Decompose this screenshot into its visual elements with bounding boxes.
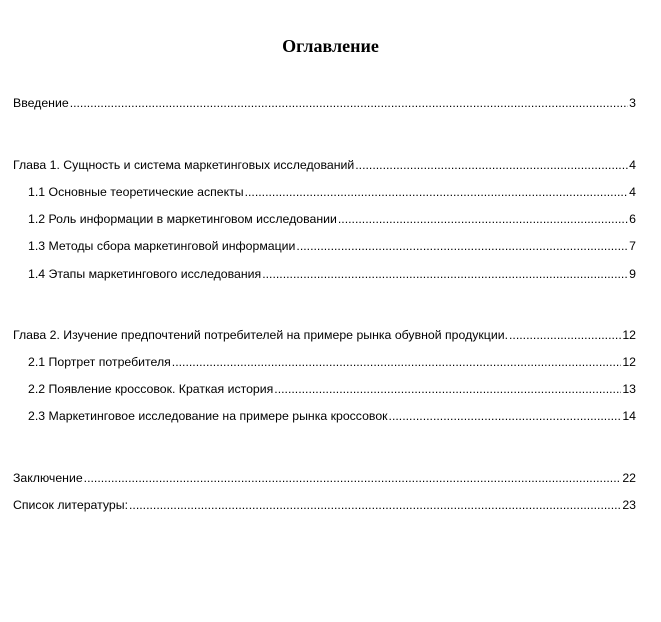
toc-entry-page: 9 — [629, 267, 636, 281]
toc-entry-label: Глава 2. Изучение предпочтений потребителей на примере рынка обувной продукции. — [13, 328, 508, 342]
toc-leader-dots — [129, 497, 621, 513]
toc-entry-page: 13 — [622, 382, 636, 396]
toc-entry-introduction[interactable] — [13, 95, 636, 111]
toc-entry-page: 12 — [622, 328, 636, 342]
toc-entry-page: 12 — [622, 355, 636, 369]
toc-entry-page: 4 — [629, 185, 636, 199]
toc-entry-section-2-1[interactable] — [28, 354, 636, 370]
toc-entry-label: 2.3 Маркетинговое исследование на примере рынка кроссовок — [28, 409, 388, 423]
toc-leader-dots — [338, 211, 628, 227]
toc-entry-page: 6 — [629, 212, 636, 226]
toc-entry-page: 14 — [622, 409, 636, 423]
toc-entry-label: 1.3 Методы сбора маркетинговой информации — [28, 239, 296, 253]
toc-entry-label: 1.2 Роль информации в маркетинговом исследовании — [28, 212, 337, 226]
toc-entry-page: 3 — [629, 96, 636, 110]
toc-entry-label: 2.1 Портрет потребителя — [28, 355, 171, 369]
toc-entry-section-1-1[interactable] — [28, 184, 636, 200]
toc-leader-dots — [389, 408, 622, 424]
toc-entry-chapter-1[interactable] — [13, 157, 636, 173]
toc-leader-dots — [296, 238, 628, 254]
toc-leader-dots — [245, 184, 629, 200]
toc-entry-label: 1.1 Основные теоретические аспекты — [28, 185, 244, 199]
toc-entry-label: 1.4 Этапы маркетингового исследования — [28, 267, 262, 281]
toc-entry-section-1-3[interactable] — [28, 238, 636, 254]
toc-entry-references[interactable] — [13, 497, 636, 513]
toc-entry-section-2-2[interactable] — [28, 381, 636, 397]
toc-entry-conclusion[interactable] — [13, 470, 636, 486]
toc-leader-dots — [172, 354, 622, 370]
toc-entry-page: 22 — [622, 471, 636, 485]
toc-leader-dots — [84, 470, 622, 486]
toc-entry-section-1-2[interactable] — [28, 211, 636, 227]
toc-entry-label: 2.2 Появление кроссовок. Краткая история — [28, 382, 274, 396]
toc-leader-dots — [274, 381, 621, 397]
toc-entry-page: 23 — [622, 498, 636, 512]
toc-entry-section-1-4[interactable] — [28, 266, 636, 282]
toc-entry-page: 4 — [629, 158, 636, 172]
page-title: Оглавление — [282, 36, 379, 56]
toc-entry-label: Глава 1. Сущность и система маркетинговых исследований — [13, 158, 355, 172]
toc-entry-page: 7 — [629, 239, 636, 253]
toc-entry-section-2-3[interactable] — [28, 408, 636, 424]
toc-entry-label: Заключение — [13, 471, 83, 485]
toc-leader-dots — [262, 266, 628, 282]
toc-leader-dots — [509, 327, 621, 343]
toc-leader-dots — [355, 157, 628, 173]
toc-leader-dots — [70, 95, 628, 111]
toc-entry-label: Список литературы: — [13, 498, 128, 512]
toc-entry-chapter-2[interactable] — [13, 327, 636, 343]
toc-entry-label: Введение — [13, 96, 69, 110]
